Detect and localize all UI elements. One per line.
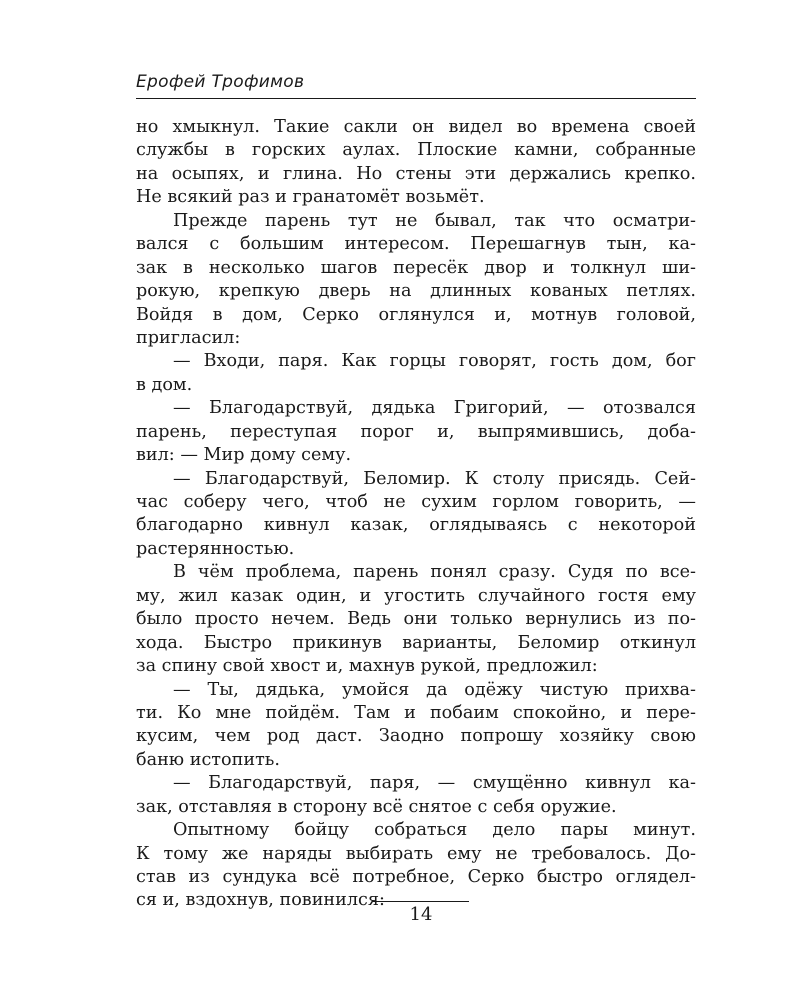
running-head-author: Ерофей Трофимов <box>136 72 305 92</box>
text-line: зак в несколько шагов пересёк двор и толкнул ши- <box>136 257 696 278</box>
text-line: вался с большим интересом. Перешагнув тын, ка- <box>136 234 696 255</box>
text-line: час соберу чего, чтоб не сухим горлом говорить, — <box>136 492 696 512</box>
text-line: службы в горских аулах. Плоские камни, собранные <box>136 140 696 161</box>
text-line: К тому же наряды выбирать ему не требовалось. До- <box>136 843 696 864</box>
text-line: — Входи, паря. Как горцы говорят, гость дом, бог <box>173 351 696 372</box>
text-line: — Благодарствуй, паря, — смущённо кивнул ка- <box>173 773 696 794</box>
text-line: кусим, чем род даст. Заодно попрошу хозяйку свою <box>136 726 696 747</box>
text-line: ся и, вздохнув, повинился: <box>136 890 385 911</box>
text-line: было просто нечем. Ведь они только вернулись из по- <box>136 609 696 630</box>
header-rule <box>136 98 696 99</box>
text-line: но хмыкнул. Такие сакли он видел во времена своей <box>136 117 696 137</box>
text-line: Не всякий раз и гранатомёт возьмёт. <box>136 187 485 208</box>
text-line: ти. Ко мне пойдём. Там и побаим спокойно, и пере- <box>136 702 696 723</box>
text-line: Прежде парень тут не бывал, так что осматри- <box>173 210 696 231</box>
text-line: — Ты, дядька, умойся да одёжу чистую прихва- <box>173 679 696 700</box>
text-line: баню истопить. <box>136 749 280 770</box>
body-text <box>136 116 696 913</box>
text-line: на осыпях, и глина. Но стены эти держались крепко. <box>136 163 696 184</box>
text-line: в дом. <box>136 374 193 395</box>
text-line: растерянностью. <box>136 538 295 559</box>
text-line: Войдя в дом, Серко оглянулся и, мотнув головой, <box>136 304 696 325</box>
text-line: рокую, крепкую дверь на длинных кованых петлях. <box>136 281 696 302</box>
text-line: му, жил казак один, и угостить случайного гостя ему <box>136 585 696 606</box>
text-line: благодарно кивнул казак, оглядываясь с некоторой <box>136 515 696 536</box>
text-line: Опытному бойцу собраться дело пары минут. <box>173 820 696 841</box>
text-line: — Благодарствуй, Беломир. К столу присядь. Сей- <box>173 468 696 489</box>
text-line: зак, отставляя в сторону всё снятое с себя оружие. <box>136 796 617 817</box>
text-line: став из сундука всё потребное, Серко быстро оглядел- <box>136 867 696 887</box>
text-line: хода. Быстро прикинув варианты, Беломир откинул <box>136 632 696 653</box>
text-line: — Благодарствуй, дядька Григорий, — отозвался <box>173 398 696 419</box>
footer-rule <box>373 901 469 902</box>
page-number: 14 <box>409 904 433 925</box>
text-line: В чём проблема, парень понял сразу. Судя по все- <box>173 562 696 583</box>
text-line: за спину свой хвост и, махнув рукой, предложил: <box>136 656 598 677</box>
text-line: пригласил: <box>136 327 241 348</box>
text-line: парень, переступая порог и, выпрямившись, доба- <box>136 421 696 442</box>
text-line: вил: — Мир дому сему. <box>136 445 352 466</box>
